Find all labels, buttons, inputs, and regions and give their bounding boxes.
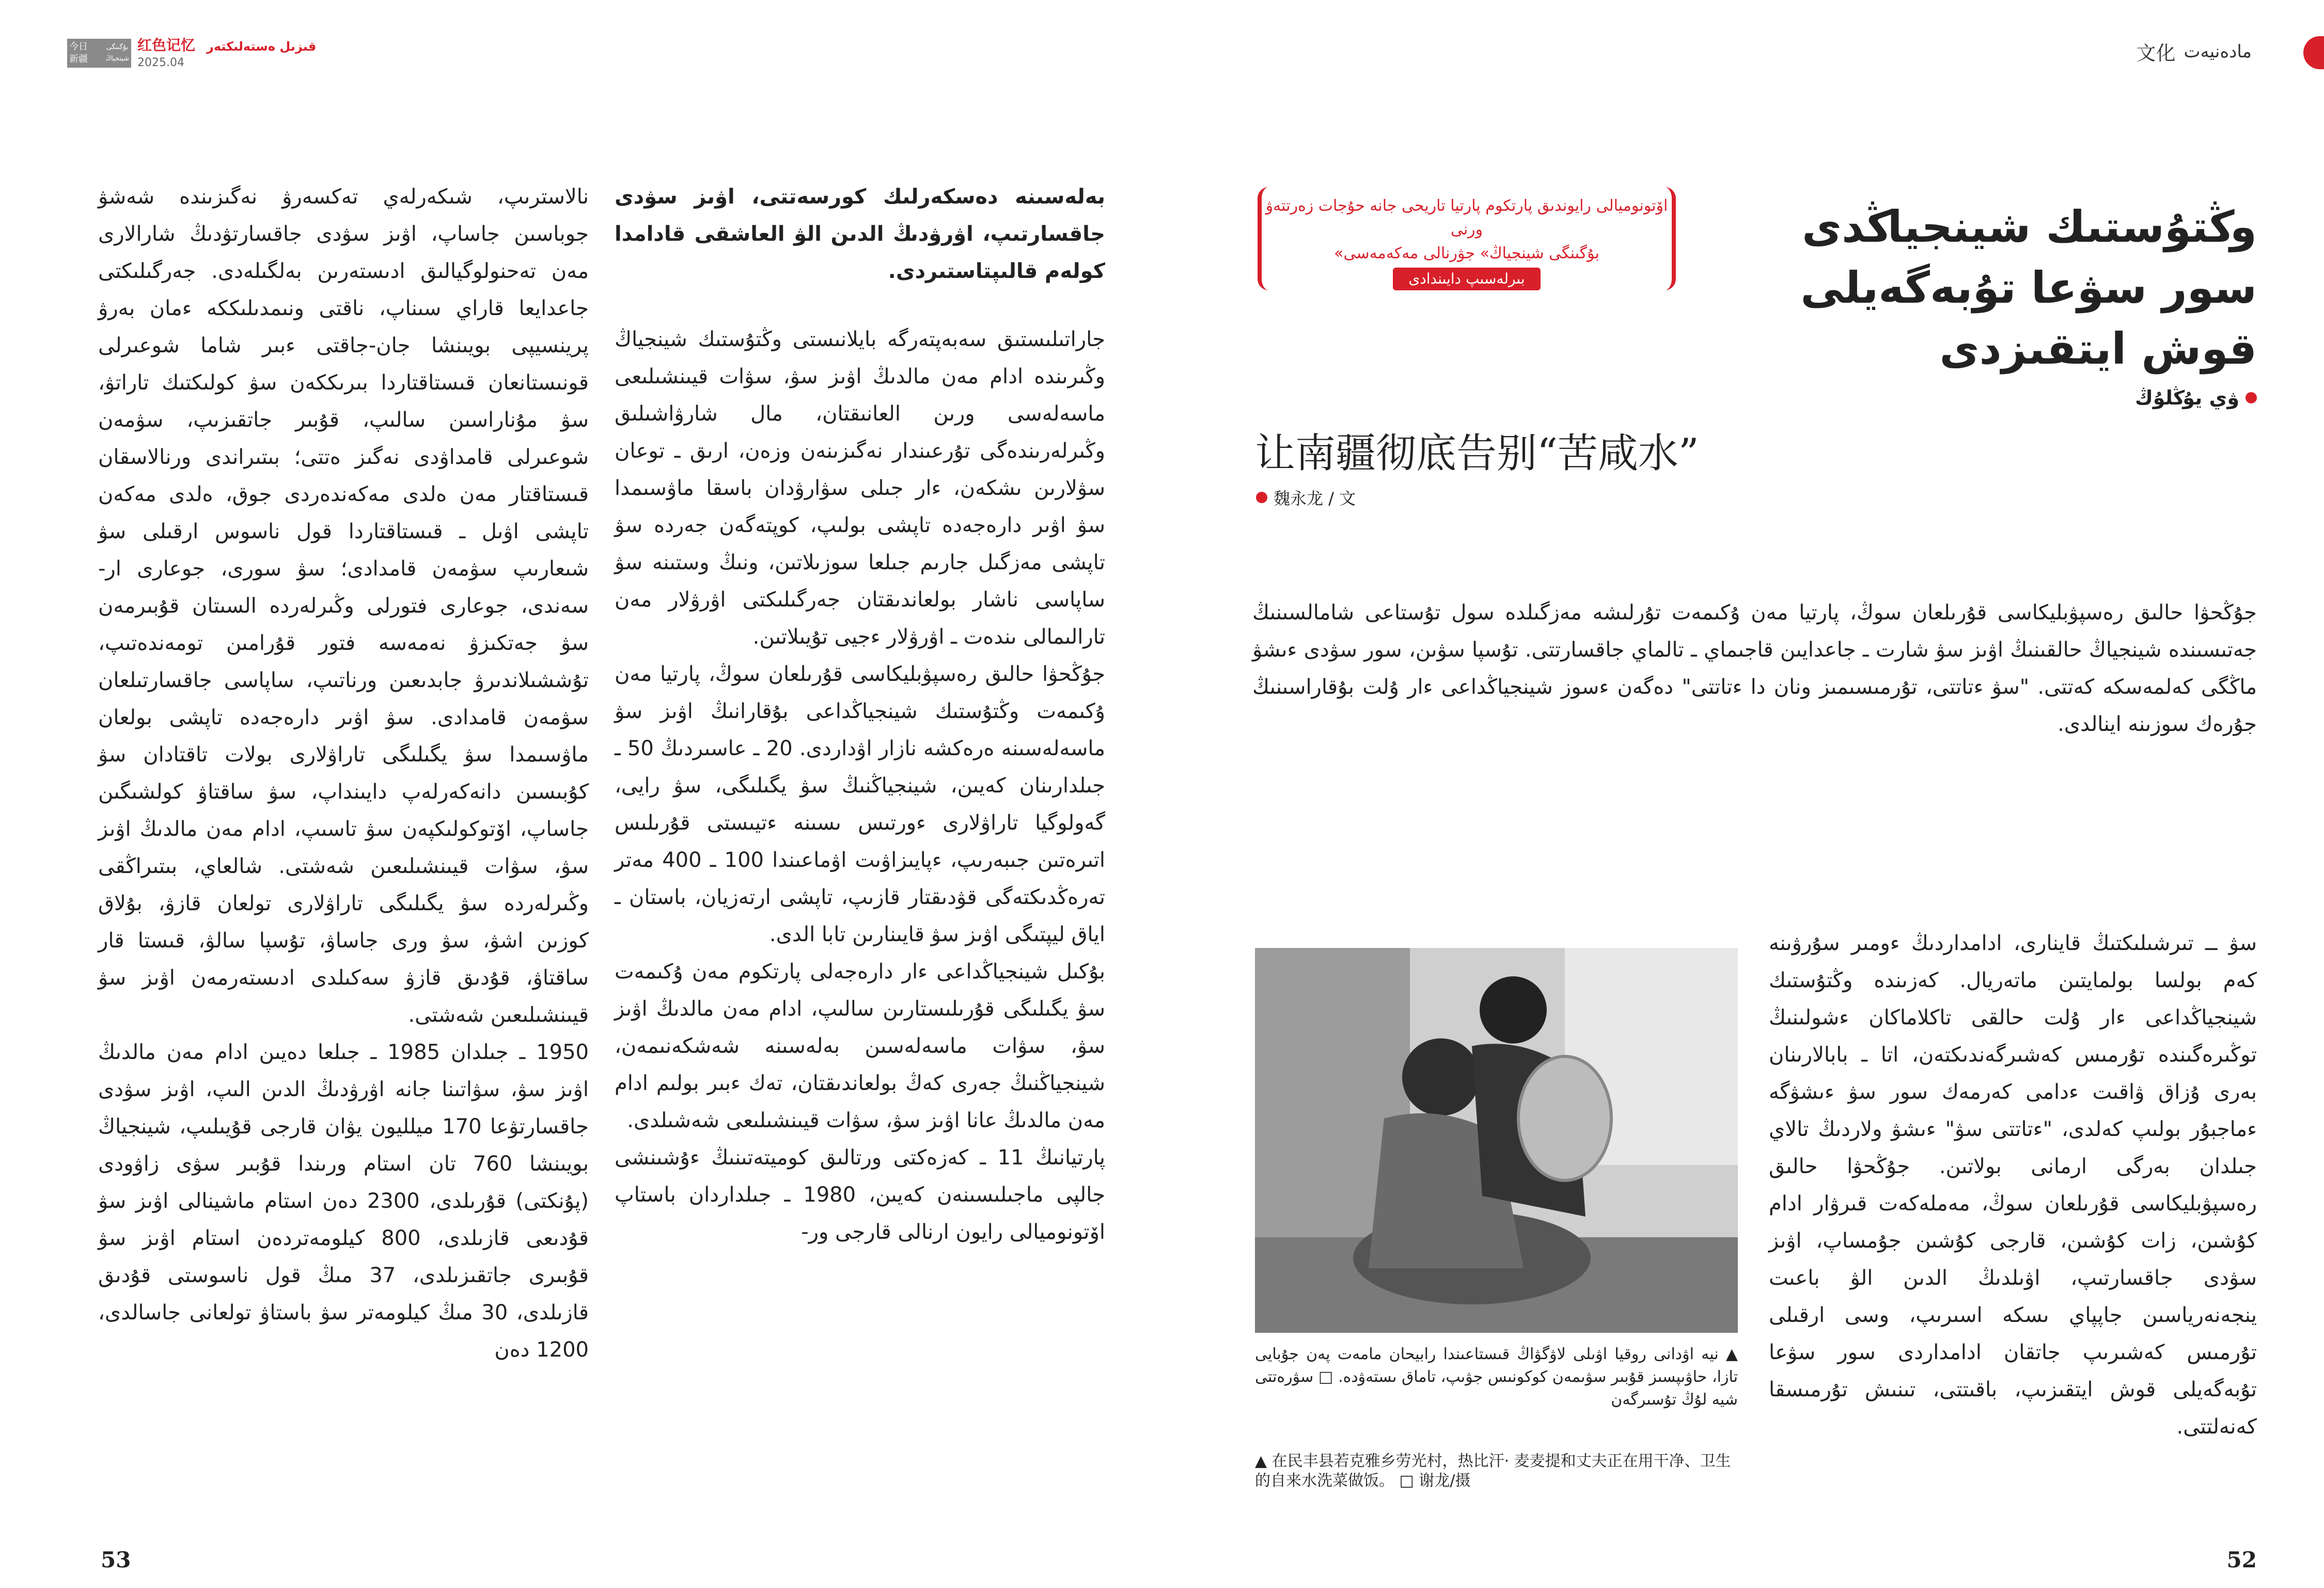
section-header xyxy=(2137,37,2252,66)
photo-caption-cn: ▲ 在民丰县若克雅乡劳光村，热比汗· 麦麦提和丈夫正在用干净、卫生的自来水洗菜做饭。 □ 谢龙/摄 xyxy=(1255,1452,1731,1490)
paragraph: 1950 ـ جىلدان 1985 ـ جىلعا دەيىن ادام مەن مالدىڭ اۋىز سۋ، سۋاتىنا جانە اۋرۋدىڭ الدىن الىپ، اۋىز سۋدى جاقسارتۋعا 170 ميلليون يۋان قارجى قۇيىلىپ، شينجياڭ بويىنشا 760 تان استام ورىندا قۇبىر سۋى زاۋودى (پۇنكتى) قۇرىلدى، 2300 دەن استام ماشينالى اۋىز سۋ قۇدىعى قازىلدى، 800 كيلومەتردەن استام اۋىز سۋ قۇبىرى جاتقىزىلدى، 37 مىڭ قول ناسوستى قۇدىق قازىلدى، 30 مىڭ كيلومەتر سۋ باستاۋ تولعانى جاسالدى، 1200 دەن xyxy=(98,1040,589,1362)
paragraph: پارتيانىڭ 11 ـ كەزەكتى ورتالىق كوميتەتىنىڭ ءۇشىنشى جالپى ماجىلىسىنەن كەيىن، 1980 ـ جىلداردان باستاپ اۆتونوميالى رايون ارنالى قارجى ور- xyxy=(615,1146,1105,1244)
promo-line: اۆتونوميالى رايوندىق پارتكوم پارتيا تاريحى جانە حۇجات زەرتتەۋ ورنى xyxy=(1265,197,1668,239)
article-title-ug: وڭتۇستىك شينجياڭدى سور سۋعا تۇبەگەيلى قوش ايتقىزدى xyxy=(1800,201,2257,374)
section-cn: 文化 xyxy=(2136,42,2176,65)
logo-cn xyxy=(69,41,88,66)
author-cn: 魏永龙 / 文 xyxy=(1274,489,1356,508)
paragraph: بۇكىل شينجياڭداعى ءار دارەجەلى پارتكوم مەن ۇكىمەت سۋ يگىلىگى قۇرىلىستارىن سالىپ، ادام مەن مالدىڭ اۋىز سۋ، سۋات ماسەلەسىن بەلەسىنە شەشكەنىمەن، شينجياڭنىڭ جەرى كەڭ بولعاندىقتان، تەك ءبىر بولىم ادام مەن مالدىڭ عانا اۋىز سۋ، سۋات قيىنشىلىعى شەشىلدى. xyxy=(615,960,1105,1132)
promo-badge: بىرلەسىپ دايىندادى xyxy=(1393,268,1540,290)
article-heading-ug xyxy=(1699,196,2257,409)
paragraph: نالاسترىپ، شىكەرلەي تەكسەرۋ نەگىزىندە شەشۋ جوباسىن جاساپ، اۋىز سۋدى جاقسارتۋدىڭ شارالارى مەن تەحنولوگيالىق ادىستەرىن بەلگىلەدى. جەرگىلىكتى جاعدايعا قاراي سىناپ، ناقتى ونىمدىلىككە ءمان بەرۋ پرينسيپى بويىنشا جان-جاقتى ءبىر شاما شوعىرلى قونىستانعان قىستاقتاردا بىرىككەن سۋ كولىكتىك تاراتۋ، سۋ مۇناراسىن سالىپ، قۇبىر جاتقىزىپ، سۋمەن شوعىرلى قامداۋدى نەگىز ەتتى؛ بىتىراندى ورنالاسقان قىستاقتار مەن ەلدى مەكەندەردى جوق، ەلدى مەكەن تاپشى اۋىل ـ قىستاقتاردا قول ناسوس ارقىلى سۋ شىعارىپ سۋمەن قامدادى؛ سۋ سورى، جوعارى ار-سەندى، جوعارى فتورلى وڭىرلەردە السىتان قۇبىرمەن سۋ جەتكىزۋ نەمەسە فتور قۇرامىن تومەندەتىپ، تۇششىلاندىرۋ جابدىعىن ورناتىپ، ساپاسى جاقسارتىلعان سۋمەن قامدادى. سۋ اۋىر دارەجەدە تاپشى بولعان ماۋسىمدا سۋ يگىلىگى تاراۋلارى بولات تاقتادان سۋ كۇبىسىن دانەكەرلەپ دايىنداپ، سۋ ساقتاۋ كولشىگىن جاساپ، اۆتوكولىكپەن سۋ تاسىپ، ادام مەن مالدىڭ اۋىز سۋ، سۋات قيىنشىلىعىن شەشتى. شالعاي، بىتىراڭقى وڭىرلەردە سۋ يگىلىگى تاراۋلارى تولعان قازۋ، بۇلاق كوزىن اشۋ، سۋ ورى جاساۋ، تۇسپا سالۋ، قىستا قار ساقتاۋ، قۇدىق قازۋ سەكىلدى ادىستەرمەن اۋىز سۋ قيىنشىلىعىن شەشتى. xyxy=(98,185,589,1027)
right-page-column xyxy=(1769,925,2257,1445)
logo-cn-line: 新疆 xyxy=(69,54,88,65)
byline-cn xyxy=(1256,486,1356,509)
logo-ug-line: شينجياڭ xyxy=(105,55,129,63)
section-ug: مادەنيەت xyxy=(2184,41,2252,62)
kitchen-photo-illustration xyxy=(1255,948,1738,1333)
author-ug: ۋي يۇڭلۇڭ xyxy=(2134,386,2239,409)
left-page-column-right xyxy=(615,178,1105,1251)
promo-line: «بۇگىنگى شينجياڭ» جۋرنالى مەكەمەسى xyxy=(1334,244,1599,262)
logo-ug-line: بۇگىنگى xyxy=(106,43,129,51)
photo-caption-ug: ▲ نيە اۋدانى روقيا اۋىلى لاۋگۋاڭ قىستاعىندا رابيحان مامەت پەن جۇبايى تازا، حاۋىپسىز قۇبىر سۋىمەن كوكونىس جۋىپ، تاماق ىستەۋدە. □ سۋرەتتى شيە لۇڭ تۇسىرگەن xyxy=(1255,1345,1738,1409)
bullet-dot-icon xyxy=(2246,392,2257,403)
magazine-logo xyxy=(67,39,131,68)
article-title-cn: 让南疆彻底告别“苦咸水” xyxy=(1255,430,1699,477)
paragraph: بەلەسىنە دەسكەرلىك كورسەتتى، اۋىز سۋدى جاقسارتىپ، اۋرۋدىڭ الدىن الۋ العاشقى قادامدا كولەم قالىپتاستىردى. xyxy=(615,185,1105,283)
logo-ug xyxy=(105,42,129,65)
left-page-column-left xyxy=(98,178,589,1368)
section-cn: 红色记忆 xyxy=(137,37,196,54)
page-tab-marker xyxy=(2303,36,2324,69)
paragraph: سۋ ــ تىرشىلىكتىڭ قاينارى، ادامداردىڭ ءومىر سۇرۋىنە كەم بولسا بولمايتىن ماتەريال. كەزىندە وڭتۇستىك شينجياڭداعى ءار ۇلت حالقى تاكلاماكان ءشولىنىڭ توڭىرەگىندە تۇرمىس كەشىرگەندىكتەن، اتا ـ بابالارىنان بەرى ۇزاق ۋاقىت ءدامى كەرمەك سور سۋ ءىشۋگە ءماجبۇر بولىپ كەلدى، "ءتاتتى سۋ" ءىشۋ ولاردىڭ تالاي جىلدان بەرگى ارمانى بولاتىن. جۇڭحۋا حالىق رەسپۋبليكاسى قۇرىلعان سوڭ، مەملەكەت قىرۋار ادام كۇشىن، زات كۇشىن، قارجى كۇشىن جۇمساپ، اۋىز سۋدى جاقسارتىپ، اۋىلدىڭ الدىن الۋ باعىت ينجەنەرياسىن جاپپاي ىسكە اسىرىپ، وسى ارقىلى تۇرمىس كەشىرىپ جاتقان ادامداردى سور سۋعا تۇبەگەيلى قوش ايتقىزىپ، باقىتتى، تىنىش تۇرمىسقا كەنەلتتى. xyxy=(1769,931,2257,1439)
issue-date: 2025.04 xyxy=(137,56,184,69)
paragraph: جۇڭحۋا حالىق رەسپۋبليكاسى قۇرىلعان سوڭ، پارتيا مەن ۇكىمەت تۇرلىشە مەزگىلدە سول تۇستاعى شامالسىنىڭ جەتىسىندە شينجياڭ حالقىنىڭ اۋىز سۋ شارت ـ جاعدايىن قاجىماي ـ تالماي جاقسارتتى. تۇسپا سۋىن، سور سۋدى ءىشۋ ماڭگى كەلمەسكە كەتتى. "سۋ ءتاتتى، تۇرمىسىمىز ونان دا ءتاتتى" دەگەن ءسوز شينجياڭداعى ءار ۇلت بۇقاراسىنىڭ جۇرەك سوزىنە اينالدى. xyxy=(1252,601,2257,736)
byline-ug xyxy=(2135,386,2257,409)
page-number-right: 52 xyxy=(2226,1547,2257,1573)
paragraph: جۇڭحۋا حالىق رەسپۋبليكاسى قۇرىلعان سوڭ، پارتيا مەن ۇكىمەت وڭتۇستىك شينجياڭداعى بۇقارانىڭ اۋىز سۋ ماسەلەسىنە ەرەكشە نازار اۋداردى. 20 ـ عاسىردىڭ 50 ـ جىلدارىنان كەيىن، شينجياڭنىڭ سۋ يگىلىگى، سۋ رايى، گەولوگيا تاراۋلارى ءورتىس ىسىنە ءتيىستى قۇرىلىس اتىرەتىن جىبەرىپ، ءپايىزاۋىت اۋماعىندا 100 ـ 400 مەتر تەرەڭدىكتەگى قۋدىقتار قازىپ، تاپشى ارتەزيان، باستان ـ اياق ليپتىگى اۋىز سۋ قايىنارىن تابا الدى. xyxy=(615,662,1105,946)
bullet-dot-icon xyxy=(1256,492,1267,503)
page-number-left: 53 xyxy=(101,1547,131,1573)
article-intro xyxy=(1252,594,2257,743)
promo-box xyxy=(1258,187,1676,290)
article-photo xyxy=(1255,948,1738,1333)
section-ug: قىزىل ەستەلىكتەر xyxy=(207,39,317,54)
paragraph: جاراتىلىستىق سەبەپتەرگە بايلانىستى وڭتۇستىك شينجياڭ وڭىرىندە ادام مەن مالدىڭ اۋىز سۋ، سۋات قيىنشىلىعى ماسەلەسى ورىن العانىقتان، مال شارۋاشىلىق وڭىرلەرىندەگى تۇرعىندار نەگىزىنەن وزەن، ارىق ـ توعان سۋلارىن ىشكەن، ءار جىلى سۋارۋدان باسقا ماۋسىمدا سۋ اۋىر دارەجەدە تاپشى بولىپ، كوپتەگەن جەردە سۋ تاپشى مەزگىل جارىم جىلعا سوزىلاتىن، ونىڭ وستىنە سۋ ساپاسى ناشار بولعاندىقتان جەرگىلىكتى اۋرۋلار مەن تارالىمالى ىندەت ـ اۋرۋلار ءجيى تۇيىلاتىن. xyxy=(615,328,1105,649)
logo-cn-line: 今日 xyxy=(69,41,88,52)
